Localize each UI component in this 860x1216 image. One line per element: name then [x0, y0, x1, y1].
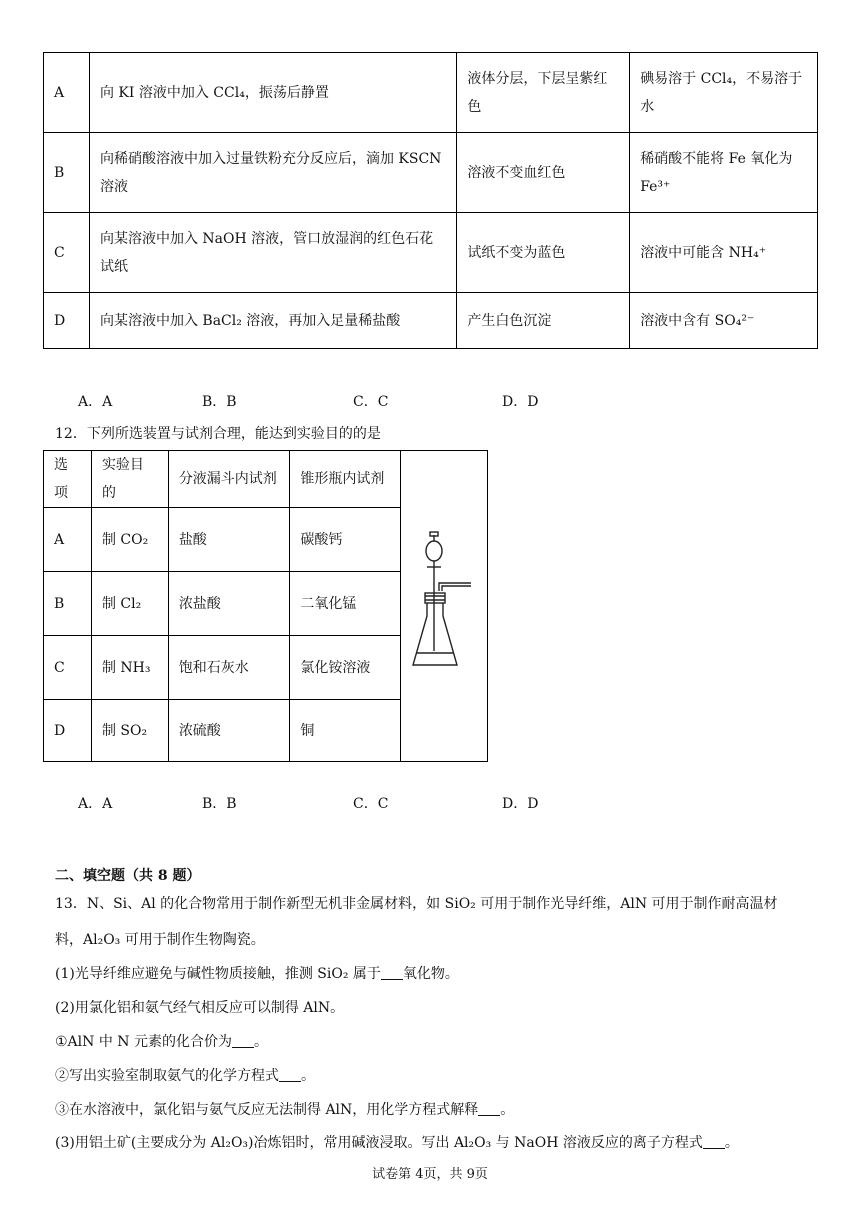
- answer-blank[interactable]: [478, 1101, 500, 1116]
- answer-blank[interactable]: [232, 1033, 254, 1048]
- table-row: [44, 213, 818, 293]
- choice-c[interactable]: C．C: [353, 796, 389, 812]
- question-13-part-1: (1)光导纤维应避免与碱性物质接触，推测 SiO₂ 属于 氧化物。: [55, 966, 459, 982]
- table-row: [44, 53, 818, 133]
- option-cell: D: [44, 700, 92, 762]
- table-row: [44, 293, 818, 349]
- answer-blank[interactable]: [279, 1067, 301, 1082]
- operation-cell: 向稀硝酸溶液中加入过量铁粉充分反应后，滴加 KSCN 溶液: [89, 133, 456, 213]
- funnel-cell: 浓硫酸: [168, 700, 290, 762]
- funnel-cell: 浓盐酸: [168, 572, 290, 636]
- purpose-cell: 制 NH₃: [91, 636, 168, 700]
- phenomenon-cell: 溶液不变血红色: [457, 133, 630, 213]
- question-13-part-3: (3)用铝土矿(主要成分为 Al₂O₃)冶炼铝时，常用碱液浸取。写出 Al₂O₃ 与 NaOH 溶液反应的离子方程式 。: [55, 1135, 739, 1151]
- flask-cell: 氯化铵溶液: [290, 636, 401, 700]
- option-cell: A: [44, 508, 92, 572]
- question-13-stem: 13．N、Si、Al 的化合物常用于制作新型无机非金属材料，如 SiO₂ 可用于制作光导纤维，AlN 可用于制作耐高温材: [55, 896, 778, 912]
- conclusion-cell: 溶液中含有 SO₄²⁻: [630, 293, 818, 349]
- conclusion-cell: 溶液中可能含 NH₄⁺: [630, 213, 818, 293]
- choice-a[interactable]: A．A: [78, 394, 113, 410]
- flask-cell: 二氧化锰: [290, 572, 401, 636]
- conclusion-cell: 稀硝酸不能将 Fe 氧化为 Fe³⁺: [630, 133, 818, 213]
- choice-b[interactable]: B．B: [202, 394, 237, 410]
- flask-apparatus-icon: [409, 531, 479, 671]
- answer-choices: [78, 391, 678, 411]
- question-13-part-2: (2)用氯化铝和氨气经气相反应可以制得 AlN。: [55, 1000, 345, 1016]
- flask-cell: 铜: [290, 700, 401, 762]
- question-13-stem-cont: 料，Al₂O₃ 可用于制作生物陶瓷。: [55, 932, 265, 948]
- apparatus-table: [43, 450, 488, 762]
- choice-b[interactable]: B．B: [202, 796, 237, 812]
- choice-d[interactable]: D．D: [502, 796, 539, 812]
- phenomenon-cell: 液体分层，下层呈紫红色: [457, 53, 630, 133]
- flask-cell: 碳酸钙: [290, 508, 401, 572]
- apparatus-figure: [401, 451, 488, 762]
- choice-d[interactable]: D．D: [502, 394, 539, 410]
- option-cell: B: [44, 572, 92, 636]
- funnel-cell: 盐酸: [168, 508, 290, 572]
- phenomenon-cell: 产生白色沉淀: [457, 293, 630, 349]
- question-12-stem: 12．下列所选装置与试剂合理，能达到实验目的的是: [55, 426, 381, 442]
- purpose-cell: 制 CO₂: [91, 508, 168, 572]
- choice-a[interactable]: A．A: [78, 796, 113, 812]
- answer-blank[interactable]: [703, 1134, 725, 1149]
- question-13-part-2c: ③在水溶液中，氯化铝与氨气反应无法制得 AlN，用化学方程式解释 。: [55, 1102, 515, 1118]
- experiment-table: [43, 52, 818, 349]
- option-cell: B: [44, 133, 90, 213]
- option-cell: A: [44, 53, 90, 133]
- section-title: 二、填空题（共 8 题）: [55, 868, 201, 884]
- page-footer: 试卷第 4页，共 9页: [372, 1167, 488, 1182]
- table-row: [44, 133, 818, 213]
- answer-choices: [78, 793, 678, 813]
- operation-cell: 向某溶液中加入 BaCl₂ 溶液，再加入足量稀盐酸: [89, 293, 456, 349]
- table-header-row: [44, 451, 488, 508]
- funnel-cell: 饱和石灰水: [168, 636, 290, 700]
- conclusion-cell: 碘易溶于 CCl₄，不易溶于水: [630, 53, 818, 133]
- choice-c[interactable]: C．C: [353, 394, 389, 410]
- operation-cell: 向 KI 溶液中加入 CCl₄，振荡后静置: [89, 53, 456, 133]
- question-13-part-2b: ②写出实验室制取氨气的化学方程式 。: [55, 1068, 315, 1084]
- header-option: 选项: [44, 451, 92, 508]
- header-funnel: 分液漏斗内试剂: [168, 451, 290, 508]
- phenomenon-cell: 试纸不变为蓝色: [457, 213, 630, 293]
- purpose-cell: 制 Cl₂: [91, 572, 168, 636]
- purpose-cell: 制 SO₂: [91, 700, 168, 762]
- option-cell: C: [44, 636, 92, 700]
- header-purpose: 实验目的: [91, 451, 168, 508]
- answer-blank[interactable]: [381, 965, 403, 980]
- header-flask: 锥形瓶内试剂: [290, 451, 401, 508]
- operation-cell: 向某溶液中加入 NaOH 溶液，管口放湿润的红色石花试纸: [89, 213, 456, 293]
- option-cell: D: [44, 293, 90, 349]
- option-cell: C: [44, 213, 90, 293]
- question-13-part-2a: ①AlN 中 N 元素的化合价为 。: [55, 1034, 268, 1050]
